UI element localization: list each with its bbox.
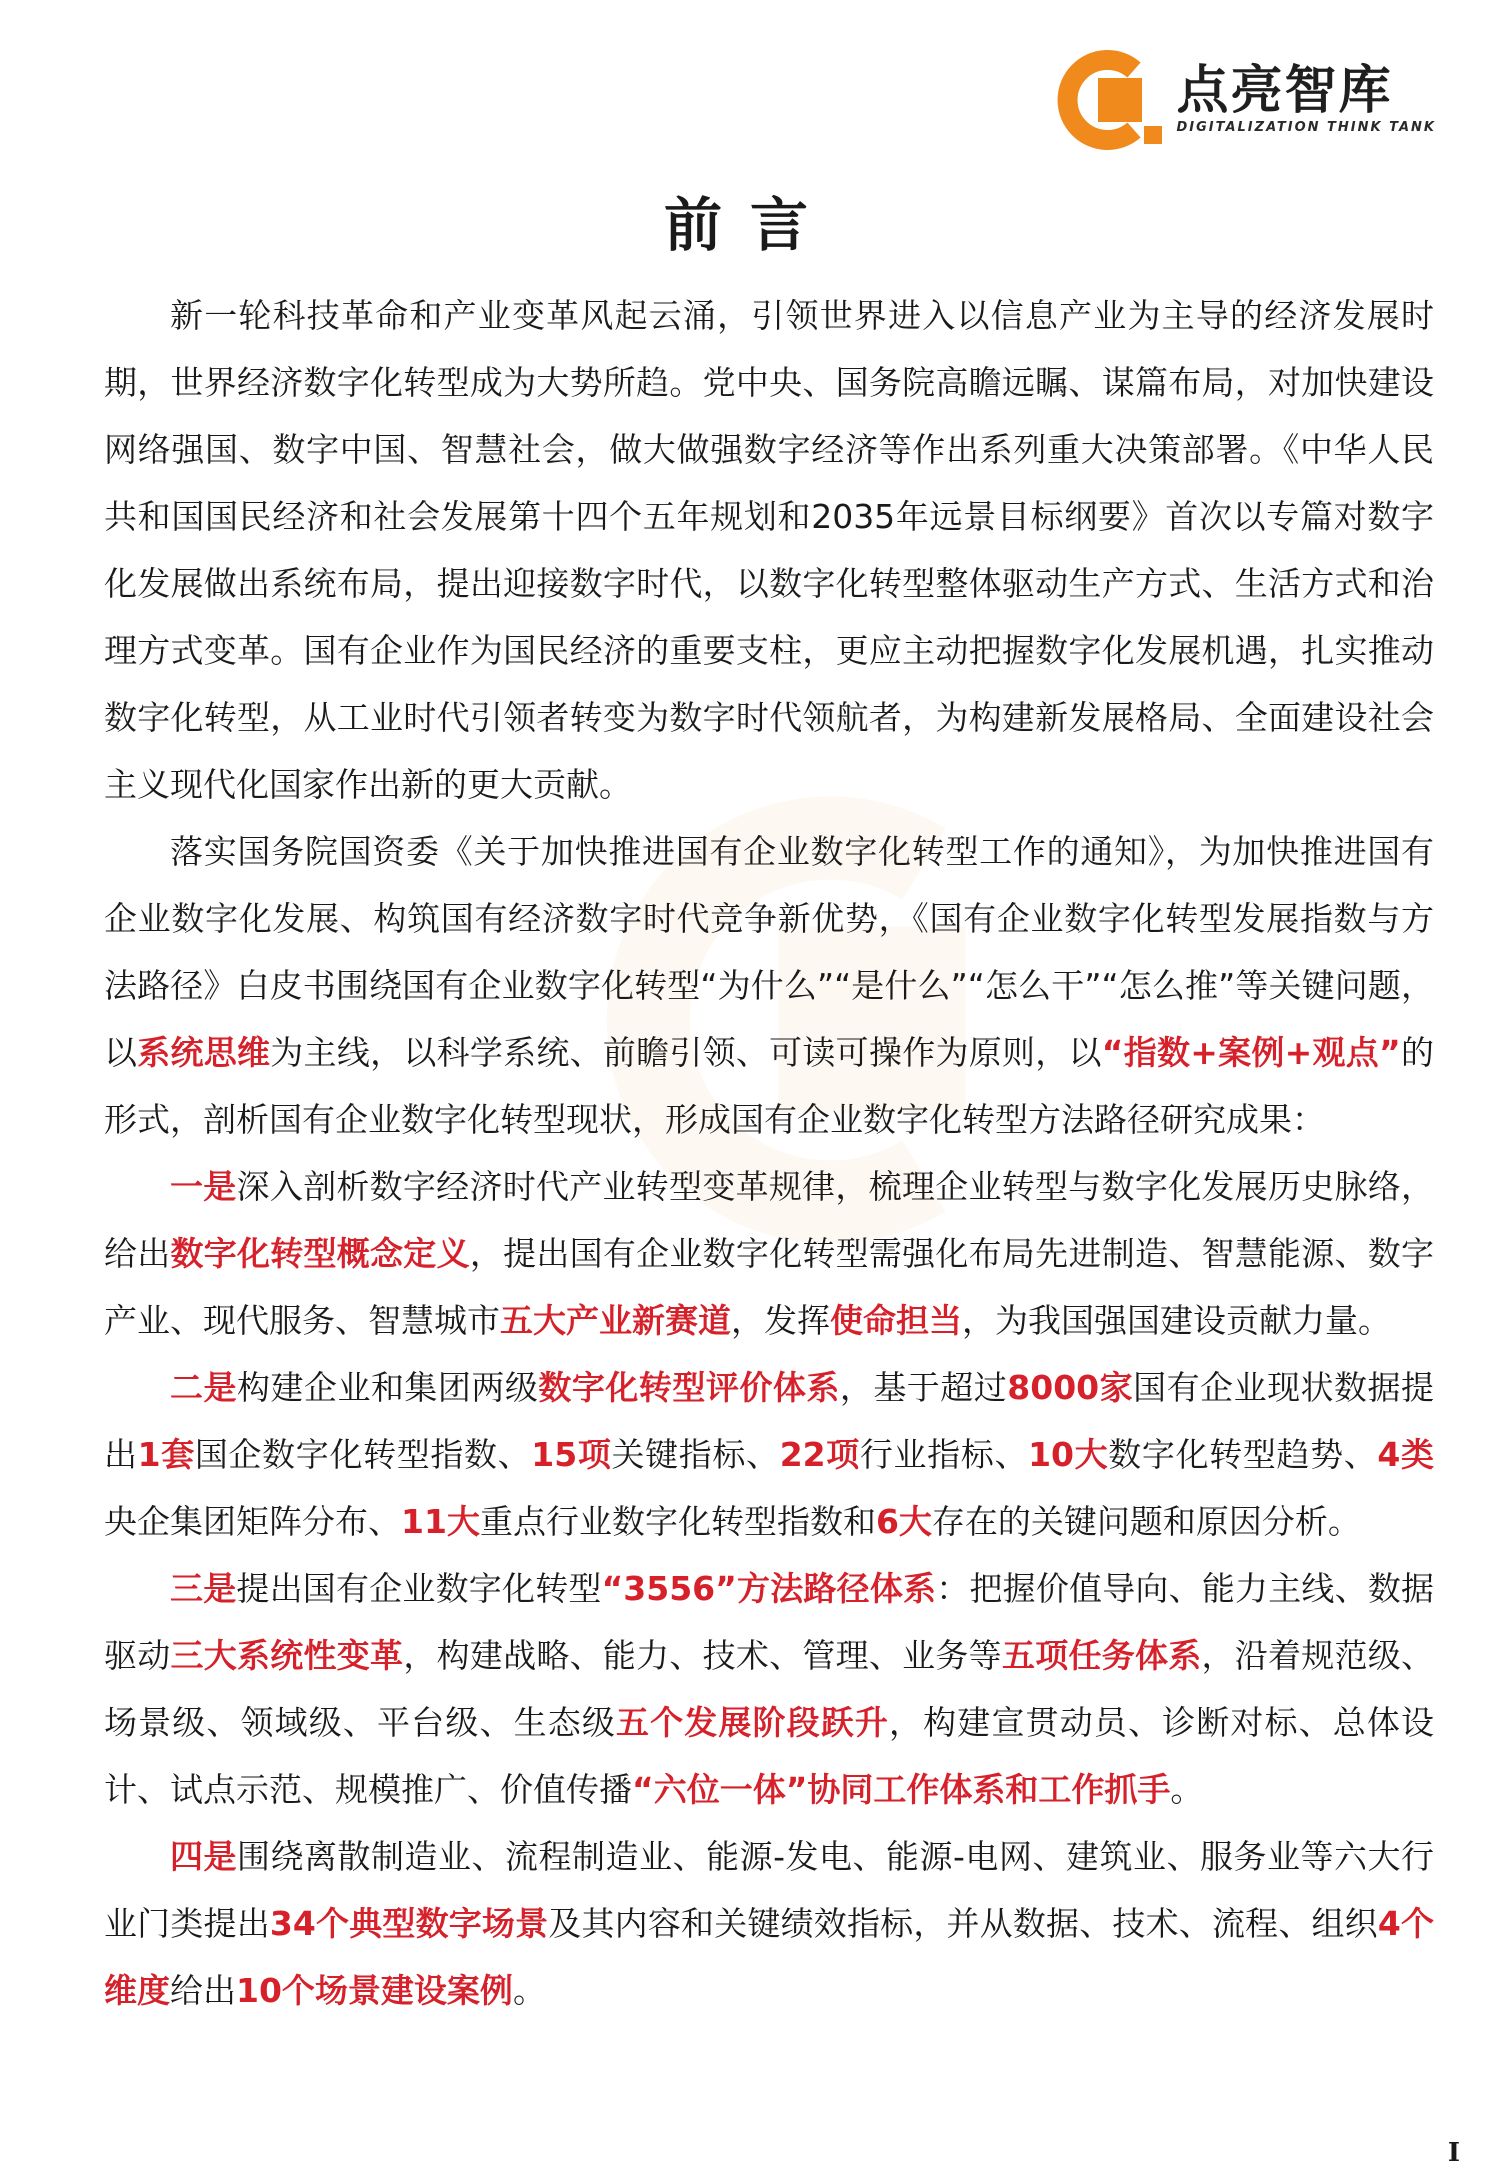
page-title: 前言 xyxy=(663,191,836,259)
highlight-text: 34个典型数字场景 xyxy=(269,1904,549,1943)
highlight-text: 1套 xyxy=(137,1435,195,1474)
body-text: ，基于超过 xyxy=(839,1368,1008,1407)
body-text: 行业指标、 xyxy=(859,1435,1029,1474)
body-text: 深入剖析数字经济时代产业转型变革规律，梳理企业转型与数字化发展历史脉络，给出 xyxy=(104,1167,1435,1273)
body-text: 为主线，以科学系统、前瞻引领、可读可操作为原则，以 xyxy=(270,1033,1102,1072)
highlight-text: 五大产业新赛道 xyxy=(500,1301,731,1340)
paragraph xyxy=(104,1823,1434,2024)
highlight-text: 22项 xyxy=(779,1435,860,1474)
body-text: ：把握价值导向、能力主线、数据驱动 xyxy=(104,1569,1435,1675)
logo-en: DIGITALIZATION THINK TANK xyxy=(1176,120,1436,135)
highlight-text: 使命担当 xyxy=(830,1301,962,1340)
highlight-text: 数字化转型概念定义 xyxy=(170,1234,470,1273)
body-text: ，沿着规范级、场景级、领域级、平台级、生态级 xyxy=(104,1636,1435,1742)
highlight-text: “3556”方法路径体系 xyxy=(601,1569,937,1608)
body-text: 及其内容和关键绩效指标，并从数据、技术、流程、组织 xyxy=(548,1904,1378,1943)
highlight-text: “指数+案例+观点” xyxy=(1101,1033,1401,1072)
paragraph xyxy=(104,818,1434,1153)
highlight-text: 10大 xyxy=(1028,1435,1109,1474)
body-text: 。 xyxy=(1170,1770,1204,1809)
highlight-text: 6大 xyxy=(875,1502,932,1541)
body-text: 围绕离散制造业、流程制造业、能源-发电、能源-电网、建筑业、服务业等六大行业门类提出 xyxy=(104,1837,1434,1943)
highlight-text: 11大 xyxy=(401,1502,480,1541)
paragraph xyxy=(104,1354,1434,1555)
logo-text xyxy=(1176,63,1436,137)
paragraph xyxy=(104,1555,1434,1823)
logo-cn: 点亮智库 xyxy=(1176,61,1393,121)
body-text: ，构建宣贯动员、诊断对标、总体设计、试点示范、规模推广、价值传播 xyxy=(104,1703,1435,1809)
highlight-text: 4个维度 xyxy=(104,1904,1435,2010)
body-text: 的形式，剖析国有企业数字化转型现状，形成国有企业数字化转型方法路径研究成果： xyxy=(104,1033,1435,1139)
highlight-text: 4类 xyxy=(1377,1435,1435,1474)
body-text: 央企集团矩阵分布、 xyxy=(104,1502,401,1541)
body-text: 落实国务院国资委《关于加快推进国有企业数字化转型工作的通知》，为加快推进国有企业数字化发展、构筑国有经济数字时代竞争新优势，《国有企业数字化转型发展指数与方法路径》白皮书围绕国有企业数字化转型“为什么”“是什么”“怎么干”“怎么推”等关键问题，以 xyxy=(104,832,1434,1072)
body-text: 。 xyxy=(512,1971,546,2010)
body-text: ，发挥 xyxy=(731,1301,830,1340)
highlight-text: 系统思维 xyxy=(137,1033,271,1072)
highlight-text: 8000家 xyxy=(1007,1368,1134,1407)
page-number: I xyxy=(1447,2138,1460,2168)
body-text: 重点行业数字化转型指数和 xyxy=(479,1502,876,1541)
paragraph xyxy=(104,282,1434,818)
body-text: 国有企业现状数据提出 xyxy=(104,1368,1435,1474)
highlight-text: 五项任务体系 xyxy=(1001,1636,1202,1675)
highlight-text: 数字化转型评价体系 xyxy=(538,1368,840,1407)
highlight-text: 二是 xyxy=(170,1368,237,1407)
body-text: 关键指标、 xyxy=(611,1435,780,1474)
highlight-text: 四是 xyxy=(170,1837,238,1876)
logo-mark-icon xyxy=(1048,50,1166,150)
body-text: 新一轮科技革命和产业变革风起云涌，引领世界进入以信息产业为主导的经济发展时期，世界经济数字化转型成为大势所趋。党中央、国务院高瞻远瞩、谋篇布局，对加快建设网络强国、数字中国、智慧社会，做大做强数字经济等作出系列重大决策部署。《中华人民共和国国民经济和社会发展第十四个五年规划和2035年远景目标纲要》首次以专篇对数字化发展做出系统布局，提出迎接数字时代，以数字化转型整体驱动生产方式、生活方式和治理方式变革。国有企业作为国民经济的重要支柱，更应主动把握数字化发展机遇，扎实推动数字化转型，从工业时代引领者转变为数字时代领航者，为构建新发展格局、全面建设社会主义现代化国家作出新的更大贡献。 xyxy=(104,296,1434,804)
highlight-text: 15项 xyxy=(531,1435,612,1474)
body-text: 数字化转型趋势、 xyxy=(1108,1435,1378,1474)
highlight-text: 五个发展阶段跃升 xyxy=(615,1703,890,1742)
document-body xyxy=(104,282,1434,2024)
body-text: ，提出国有企业数字化转型需强化布局先进制造、智慧能源、数字产业、现代服务、智慧城市 xyxy=(104,1234,1435,1340)
logo xyxy=(1048,50,1436,150)
body-text: 国企数字化转型指数、 xyxy=(194,1435,532,1474)
paragraph xyxy=(104,1153,1434,1354)
body-text: 给出 xyxy=(170,1971,236,2010)
body-text: 存在的关键问题和原因分析。 xyxy=(931,1502,1361,1541)
body-text: 构建企业和集团两级 xyxy=(236,1368,539,1407)
highlight-text: 三大系统性变革 xyxy=(170,1636,404,1675)
highlight-text: 10个场景建设案例 xyxy=(236,1971,513,2010)
highlight-text: 一是 xyxy=(170,1167,237,1206)
body-text: ，构建战略、能力、技术、管理、业务等 xyxy=(403,1636,1002,1675)
highlight-text: “六位一体”协同工作体系和工作抓手 xyxy=(632,1770,1171,1809)
highlight-text: 三是 xyxy=(170,1569,237,1608)
body-text: ，为我国强国建设贡献力量。 xyxy=(962,1301,1391,1340)
body-text: 提出国有企业数字化转型 xyxy=(236,1569,602,1608)
